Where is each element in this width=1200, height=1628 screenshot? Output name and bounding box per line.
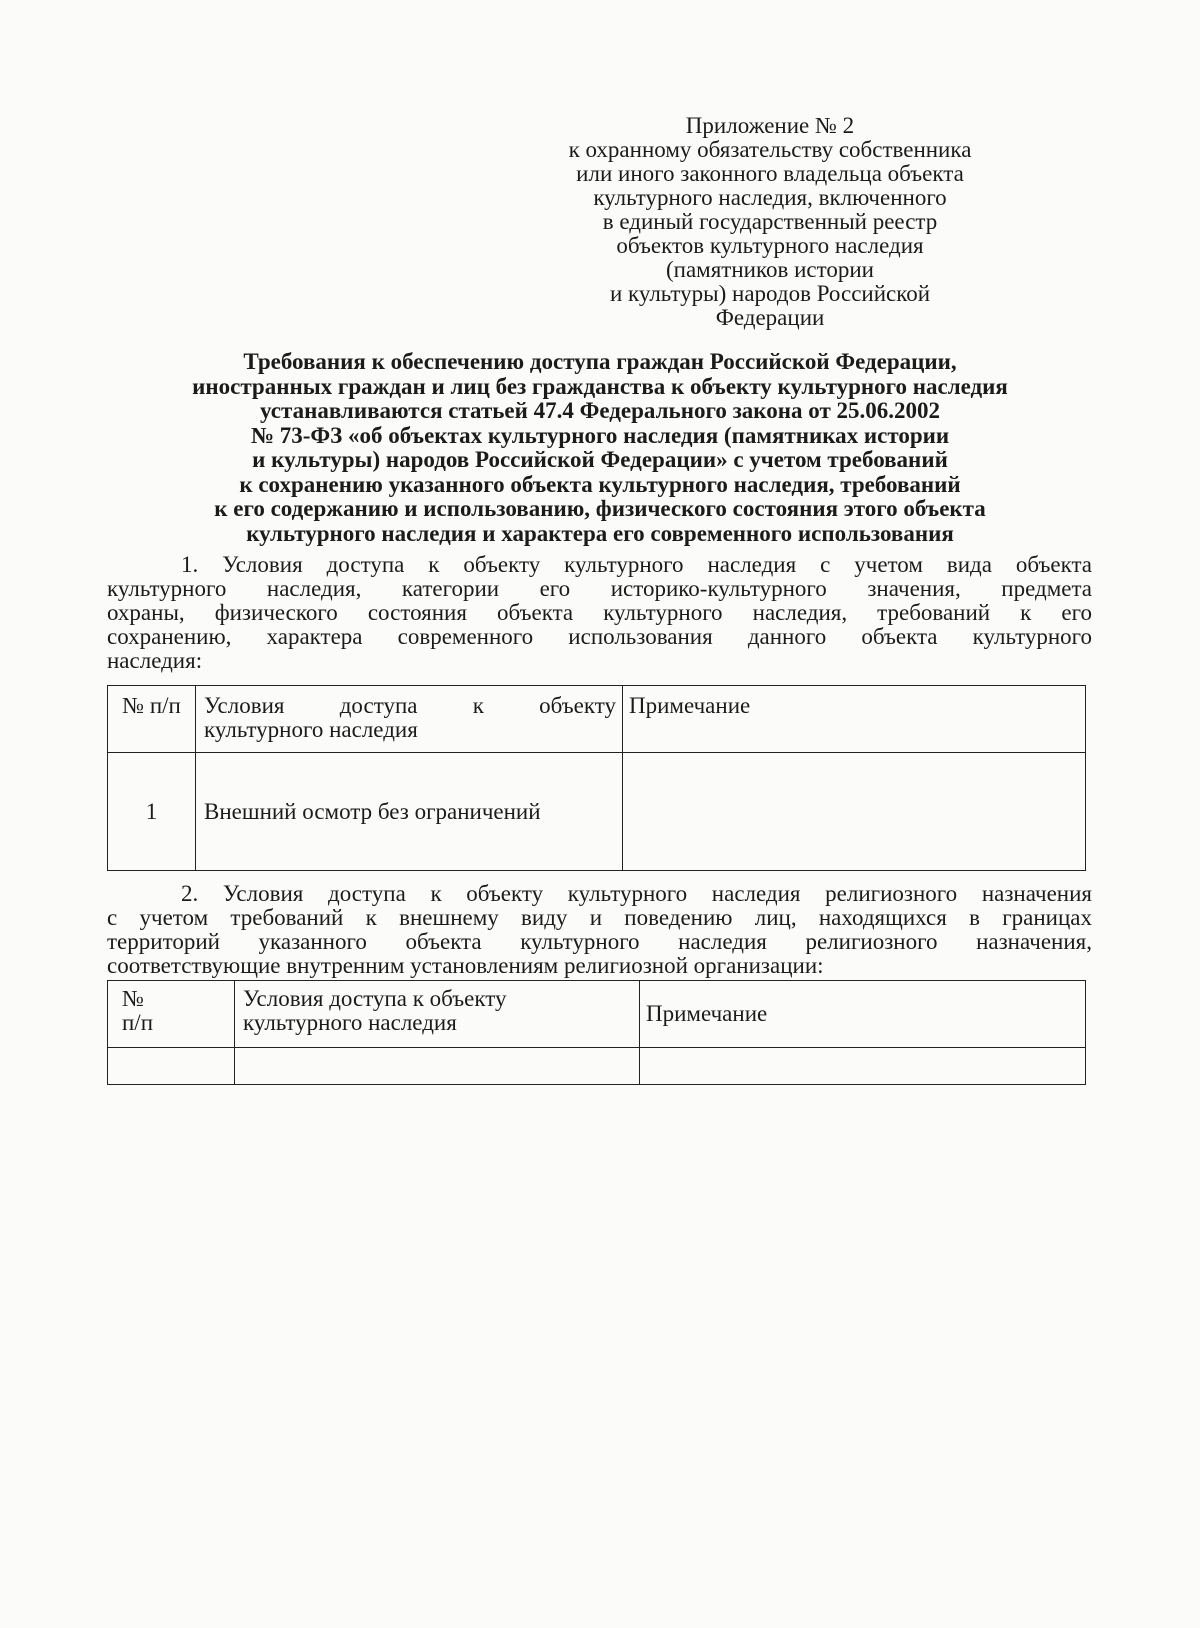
appendix-line: или иного законного владельца объекта xyxy=(576,161,964,186)
appendix-line: и культуры) народов Российской xyxy=(609,281,931,306)
paragraph-line: наследия: xyxy=(107,648,203,673)
paragraph-line: территорий указанного объекта культурного наследия религиозного назначения, xyxy=(107,929,1092,954)
title-line: культурного наследия и характера его современного использования xyxy=(246,520,954,546)
table-header-row xyxy=(108,686,1086,753)
title-line: Требования к обеспечению доступа граждан Российской Федерации, xyxy=(243,349,957,374)
header-conditions-line1: Условия доступа к объекту xyxy=(204,693,616,718)
appendix-line: к охранному обязательству собственника xyxy=(568,137,972,162)
paragraph-line: культурного наследия, категории его историко-культурного значения, предмета xyxy=(107,576,1092,601)
cell-note xyxy=(640,1048,1086,1085)
section-1-paragraph xyxy=(107,553,1092,673)
title-line: иностранных граждан и лиц без гражданства к объекту культурного наследия xyxy=(192,373,1008,399)
paragraph-line: сохранению, характера современного использования данного объекта культурного xyxy=(107,624,1092,649)
table-row xyxy=(108,1048,1086,1085)
appendix-line: в единый государственный реестр xyxy=(602,209,938,234)
appendix-line: объектов культурного наследия xyxy=(616,233,924,258)
header-note: Примечание xyxy=(623,686,1086,753)
header-conditions-line2: культурного наследия xyxy=(243,1010,457,1035)
appendix-line: (памятников истории xyxy=(666,257,874,282)
paragraph-line: охраны, физического состояния объекта культурного наследия, требований к его xyxy=(107,600,1092,625)
title-line: и культуры) народов Российской Федерации» с учетом требований xyxy=(252,447,948,472)
cell-condition: Внешний осмотр без ограничений xyxy=(196,753,623,871)
paragraph-line: соответствующие внутренним установлениям религиозной организации: xyxy=(107,953,824,978)
header-number: № п/п xyxy=(108,686,196,753)
table-header-row xyxy=(108,981,1086,1048)
cell-number: 1 xyxy=(108,753,196,871)
appendix-header xyxy=(500,114,1040,330)
title-line: № 73-ФЗ «об объектах культурного наследия (памятниках истории xyxy=(250,422,950,448)
document-title xyxy=(100,350,1100,546)
cell-note xyxy=(623,753,1086,871)
access-conditions-table xyxy=(107,685,1086,871)
title-line: к сохранению указанного объекта культурного наследия, требований xyxy=(239,471,961,497)
section-2-paragraph xyxy=(107,882,1092,978)
title-line: к его содержанию и использованию, физического состояния этого объекта xyxy=(214,496,986,521)
paragraph-line: 1. Условия доступа к объекту культурного наследия с учетом вида объекта xyxy=(181,552,1092,577)
header-conditions-line2: культурного наследия xyxy=(204,717,418,742)
header-number xyxy=(108,981,235,1048)
header-conditions-line1: Условия доступа к объекту xyxy=(243,986,507,1011)
religious-access-table xyxy=(107,980,1086,1085)
header-conditions xyxy=(196,686,623,753)
header-note: Примечание xyxy=(640,981,1086,1048)
cell-condition xyxy=(235,1048,640,1085)
header-number-line1: № xyxy=(122,986,144,1011)
header-conditions xyxy=(235,981,640,1048)
table-row xyxy=(108,753,1086,871)
paragraph-line: с учетом требований к внешнему виду и поведению лиц, находящихся в границах xyxy=(107,905,1092,930)
appendix-line: культурного наследия, включенного xyxy=(593,185,947,210)
appendix-line: Приложение № 2 xyxy=(685,113,855,138)
header-number-line2: п/п xyxy=(122,1010,154,1035)
title-line: устанавливаются статьей 47.4 Федерального закона от 25.06.2002 xyxy=(259,398,941,423)
cell-number xyxy=(108,1048,235,1085)
paragraph-line: 2. Условия доступа к объекту культурного наследия религиозного назначения xyxy=(181,881,1092,906)
appendix-line: Федерации xyxy=(715,305,825,330)
